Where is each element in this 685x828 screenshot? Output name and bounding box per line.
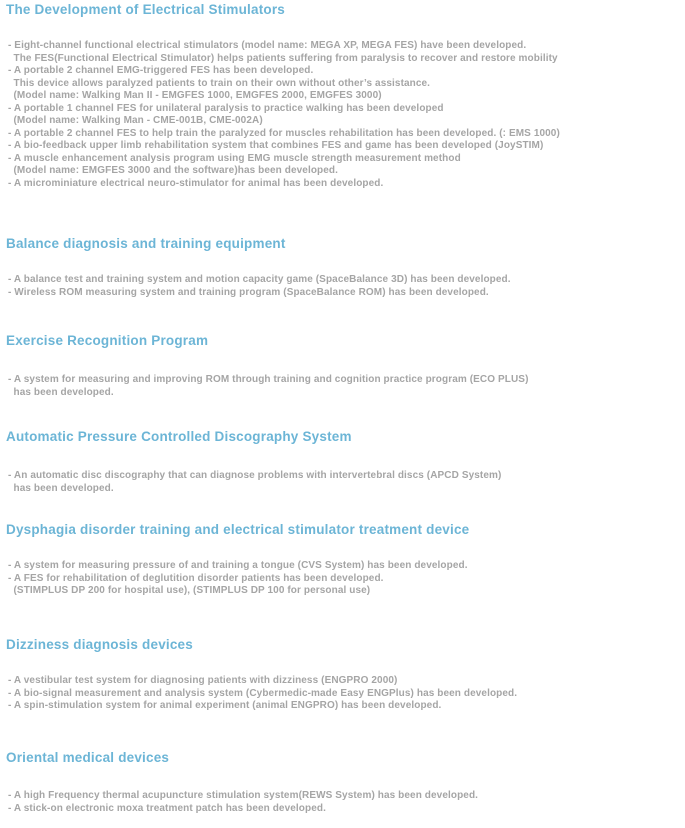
body-line-bullet: - Eight-channel functional electrical stimulators (model name: MEGA XP, MEGA FES) have been developed.	[8, 40, 527, 51]
body-line-bullet: - A muscle enhancement analysis program using EMG muscle strength measurement method	[8, 152, 461, 164]
body-line-continuation: has been developed.	[13, 482, 114, 494]
body-line-bullet: - A portable 1 channel FES for unilateral paralysis to practice walking has been developed	[8, 102, 444, 114]
body-line-bullet: - A vestibular test system for diagnosing patients with dizziness (ENGPRO 2000)	[8, 675, 398, 686]
body-line-bullet: - A high Frequency thermal acupuncture stimulation system(REWS System) has been developed.	[8, 790, 479, 801]
body-line-bullet: - Wireless ROM measuring system and training program (SpaceBalance ROM) has been developed.	[8, 286, 489, 298]
body-line-bullet: - A bio-feedback upper limb rehabilitation system that combines FES and game has been developed (JoySTIM)	[8, 140, 544, 151]
section-heading: Oriental medical devices	[6, 750, 170, 765]
section-exercise-recognition	[0, 333, 685, 399]
section-body	[0, 374, 685, 399]
section-dizziness-devices	[0, 637, 685, 713]
body-line-bullet: - A FES for rehabilitation of deglutition disorder patients has been developed.	[8, 572, 384, 584]
body-line-continuation: This device allows paralyzed patients to train on their own without other’s assistance.	[13, 77, 431, 89]
section-body	[0, 560, 685, 598]
body-line-continuation: (Model name: Walking Man - CME-001B, CME-002A)	[13, 115, 263, 126]
body-line-continuation: (Model name: Walking Man II - EMGFES 1000, EMGFES 2000, EMGFES 3000)	[13, 90, 382, 101]
section-electrical-stimulators	[0, 2, 685, 190]
body-line-bullet: - A system for measuring and improving ROM through training and cognition practice program (ECO PLUS)	[8, 374, 529, 385]
section-heading: Dysphagia disorder training and electrical stimulator treatment device	[6, 522, 470, 537]
body-line-bullet: - A portable 2 channel FES to help train the paralyzed for muscles rehabilitation has been developed. (: EMS 1000)	[8, 127, 560, 139]
section-body	[0, 40, 685, 190]
section-dysphagia-devices	[0, 522, 685, 598]
section-heading: Dizziness diagnosis devices	[6, 637, 193, 652]
body-line-bullet: - A bio-signal measurement and analysis system (Cybermedic-made Easy ENGPlus) has been developed.	[8, 687, 518, 699]
section-balance-diagnosis	[0, 236, 685, 299]
body-line-bullet: - A system for measuring pressure of and training a tongue (CVS System) has been developed.	[8, 560, 468, 571]
body-line-bullet: - A stick-on electronic moxa treatment patch has been developed.	[8, 802, 326, 814]
body-line-bullet: - A portable 2 channel EMG-triggered FES has been developed.	[8, 65, 314, 76]
section-heading: Exercise Recognition Program	[6, 333, 209, 348]
section-body	[0, 274, 685, 299]
body-line-bullet: - An automatic disc discography that can diagnose problems with intervertebral discs (APCD System)	[8, 470, 502, 481]
section-heading: Automatic Pressure Controlled Discography System	[6, 429, 352, 444]
section-body	[0, 470, 685, 495]
section-body	[0, 790, 685, 815]
body-line-continuation: (Model name: EMGFES 3000 and the software)has been developed.	[13, 165, 339, 176]
body-line-continuation: The FES(Functional Electrical Stimulator) helps patients suffering from paralysis to recover and restore mobility	[13, 52, 558, 64]
body-line-bullet: - A balance test and training system and motion capacity game (SpaceBalance 3D) has been developed.	[8, 274, 511, 285]
section-heading: Balance diagnosis and training equipment	[6, 236, 286, 251]
body-line-continuation: has been developed.	[13, 386, 114, 398]
body-line-bullet: - A spin-stimulation system for animal experiment (animal ENGPRO) has been developed.	[8, 700, 442, 711]
section-oriental-medical	[0, 750, 685, 815]
body-line-continuation: (STIMPLUS DP 200 for hospital use), (STIMPLUS DP 100 for personal use)	[13, 585, 371, 596]
body-line-bullet: - A microminiature electrical neuro-stimulator for animal has been developed.	[8, 177, 384, 189]
section-discography-system	[0, 429, 685, 495]
section-body	[0, 675, 685, 713]
section-heading: The Development of Electrical Stimulators	[6, 2, 286, 17]
